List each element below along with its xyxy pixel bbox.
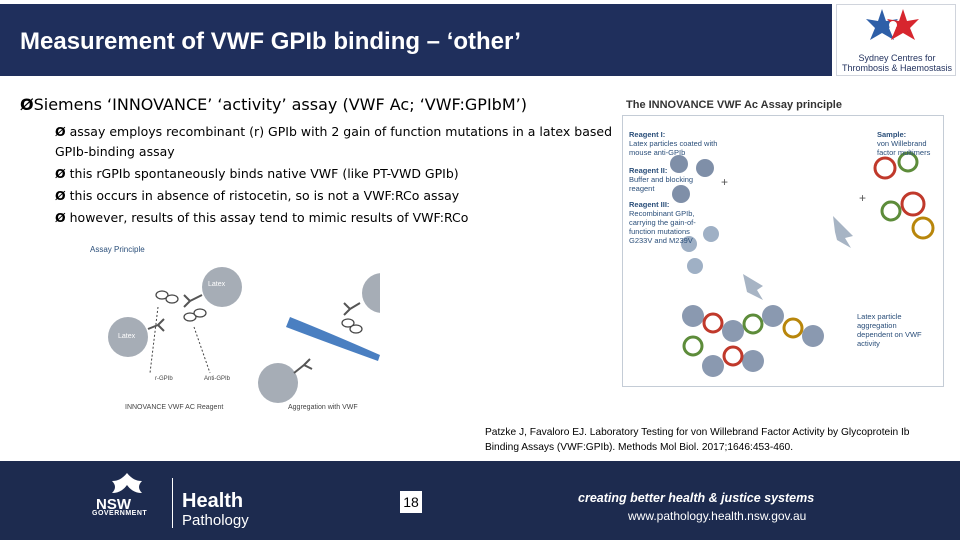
sample-text: von Willebrand factor multimers [877,139,931,157]
sub-bullet-text: this occurs in absence of ristocetin, so is not a VWF:RCo assay [69,188,460,203]
sub-bullet-1 [55,122,615,162]
gpib-label: r-GPIb [155,376,173,382]
sample-label [877,130,943,157]
logo-line-2: Thrombosis & Haemostasis [841,63,953,73]
reagent-2-title: Reagent II: [629,166,668,175]
anti-gpib-label: Anti-GPIb [204,376,231,382]
footer-url[interactable]: www.pathology.health.nsw.gov.au [628,509,807,523]
page-number: 18 [400,491,422,513]
title-bar [0,4,832,76]
bullet-arrow-icon: Ø [55,210,66,225]
bullet-arrow-icon: Ø [20,95,34,114]
footer-tagline: creating better health & justice systems [578,491,815,505]
sydney-centres-logo [836,4,956,76]
reagent-3-text: Recombinant GPIb, carrying the gain-of-function mutations G233V and M239V [629,209,696,245]
nsw-waratah-icon [92,471,162,511]
reagent-caption: INNOVANCE VWF AC Reagent [125,404,224,411]
sub-bullet-4 [55,208,615,228]
sub-bullet-text: this rGPIb spontaneously binds native VWF (like PT-VWD GPIb) [69,166,459,181]
sub-bullet-text: assay employs recombinant (r) GPIb with 2 gain of function mutations in a latex based GPIb-binding assay [55,124,613,159]
citation: Patzke J, Favaloro EJ. Laboratory Testing for von Willebrand Factor Activity by Glycoprotein Ib Binding Assays (VWF:GPIb). Methods Mol Biol. 2017;1646:453-460. [485,427,910,453]
bullet-arrow-icon: Ø [55,166,66,181]
star-logo-icon [837,5,955,51]
nsw-government-label: GOVERNMENT [92,510,148,517]
sub-bullet-text: however, results of this assay tend to mimic results of VWF:RCo [69,210,469,225]
plus-sign-1: + [721,175,729,189]
reagent-1-text: Latex particles coated with mouse anti-GPIb [629,139,718,157]
reagent-2-label [629,166,699,193]
latex-left-label: Latex [118,333,136,340]
plus-sign-2: + [859,191,867,205]
bullet-arrow-icon: Ø [55,188,66,203]
health-logo-text: Health [182,490,244,512]
left-diagram-title: Assay Principle [90,245,145,254]
assay-principle-figure [622,115,944,387]
reagent-3-label [629,200,699,245]
main-bullet-text: Siemens ‘INNOVANCE’ ‘activity’ assay (VWF Ac; ‘VWF:GPIbM’) [33,95,527,114]
sample-title: Sample: [877,130,907,139]
vwf-ribbon-label: VWF [317,322,335,335]
aggregation-caption: Aggregation with VWF [288,404,358,411]
reagent-3-title: Reagent III: [629,200,670,209]
assay-principle-title: The INNOVANCE VWF Ac Assay principle [626,99,842,111]
slide-footer [0,461,960,540]
reagent-1-title: Reagent I: [629,130,666,139]
footer-divider [172,478,173,528]
aggregation-label [857,312,927,348]
aggregation-text: Latex particle aggregation dependent on VWF activity [857,312,922,348]
sub-bullet-2 [55,164,615,184]
reagent-1-label [629,130,719,157]
pathology-logo-text: Pathology [182,512,249,529]
svg-text:NSW: NSW [96,496,131,511]
logo-caption [841,53,953,73]
main-bullet [20,95,527,114]
logo-line-1: Sydney Centres for [858,53,936,63]
slide-title: Measurement of VWF GPIb binding – ‘other’ [20,28,521,55]
bullet-arrow-icon: Ø [55,124,66,139]
reagent-2-text: Buffer and blocking reagent [629,175,694,193]
slide-header [0,0,960,80]
sub-bullet-3 [55,186,615,206]
latex-top-label: Latex [208,281,226,288]
